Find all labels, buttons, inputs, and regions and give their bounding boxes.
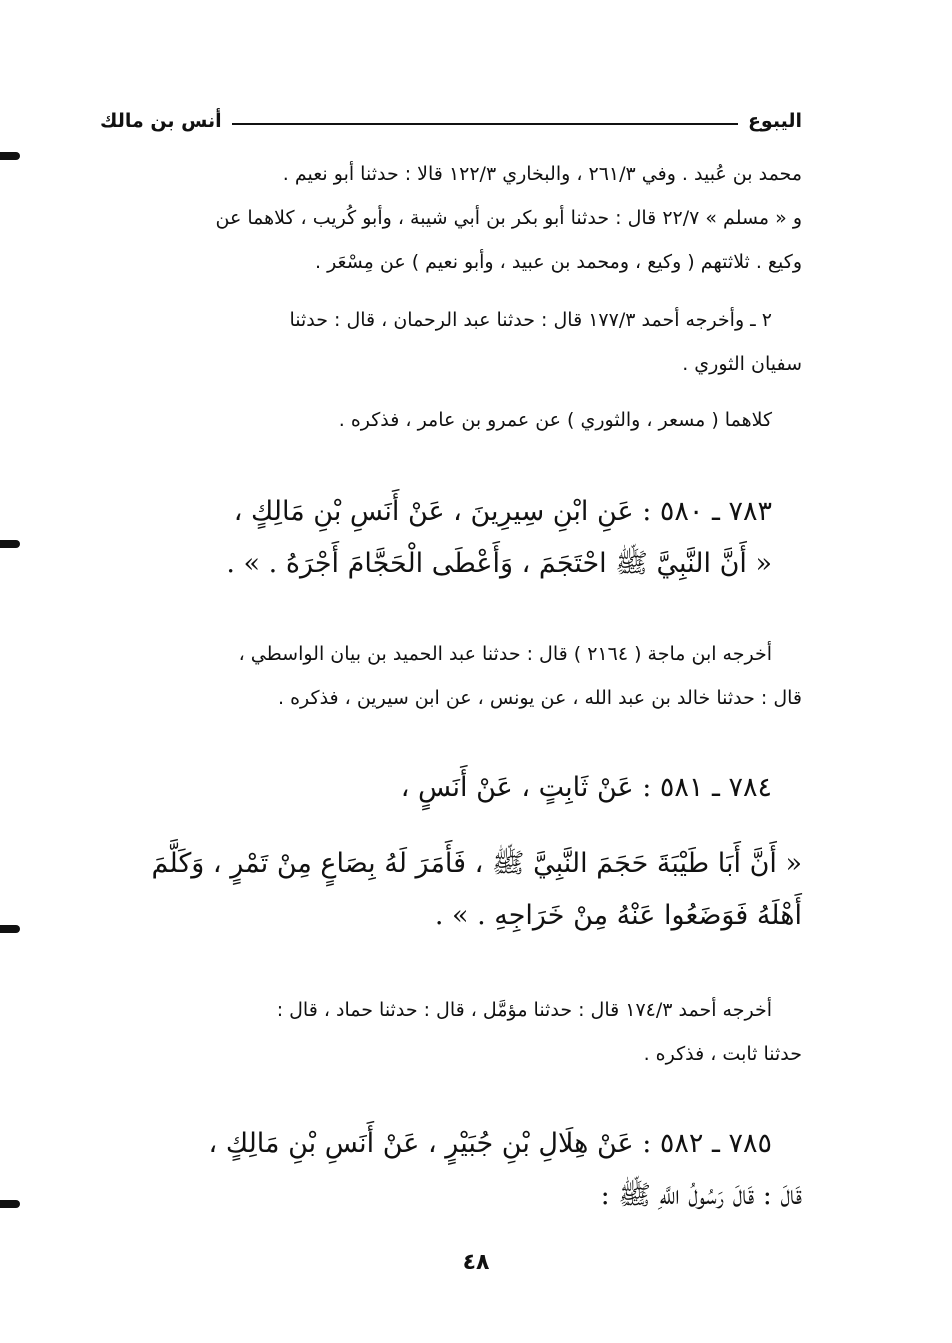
hadith-matn: قَالَ : قَالَ رَسُولُ اللَّهِ ﷺ : <box>600 1180 802 1211</box>
text-line: أخرجه أحمد ١٧٤/٣ قال : حدثنا مؤمَّل ، قال : حدثنا حماد ، قال : <box>276 999 772 1021</box>
hadith-isnad: ٧٨٥ ـ ٥٨٢ : عَنْ هِلَالِ بْنِ جُبَيْرٍ ، عَنْ أَنَسِ بْنِ مَالِكٍ ، <box>208 1128 772 1159</box>
paragraph-kilahuma <box>100 398 802 442</box>
paragraph-ahmad-177 <box>100 298 802 386</box>
hadith-matn: أَهْلَهُ فَوَضَعُوا عَنْهُ مِنْ خَرَاجِهِ . » . <box>434 900 802 931</box>
text-line: محمد بن عُبيد . وفي ٢٦١/٣ ، والبخاري ١٢٢/٣ قالا : حدثنا أبو نعيم . <box>282 163 802 185</box>
text-line: كلاهما ( مسعر ، والثوري ) عن عمرو بن عامر ، فذكره . <box>338 409 772 431</box>
hadith-matn: « أَنَّ النَّبِيَّ ﷺ احْتَجَمَ ، وَأَعْطَى الْحَجَّامَ أَجْرَهُ . » . <box>226 548 772 579</box>
scan-edge-mark <box>0 925 20 933</box>
scan-edge-mark <box>0 540 20 548</box>
page-number: ٤٨ <box>462 1250 490 1275</box>
text-line: سفيان الثوري . <box>682 353 802 375</box>
hadith-783 <box>100 486 802 590</box>
text-line: حدثنا ثابت ، فذكره . <box>643 1043 802 1065</box>
hadith-784-isnad <box>100 762 802 814</box>
scan-edge-mark <box>0 1200 20 1208</box>
hadith-matn: « أَنَّ أَبَا طَيْبَةَ حَجَمَ النَّبِيَّ ﷺ ، فَأَمَرَ لَهُ بِصَاعٍ مِنْ تَمْرٍ ، وَكَلَّمَ <box>151 848 802 879</box>
hadith-784-matn <box>100 838 802 942</box>
text-line: قال : حدثنا خالد بن عبد الله ، عن يونس ، عن ابن سيرين ، فذكره . <box>278 687 802 709</box>
paragraph-continuation <box>100 152 802 284</box>
text-line: ٢ ـ وأخرجه أحمد ١٧٧/٣ قال : حدثنا عبد الرحمان ، قال : حدثنا <box>289 309 772 331</box>
takhrij-784 <box>100 988 802 1076</box>
text-line: و « مسلم » ٢٢/٧ قال : حدثنا أبو بكر بن أبي شيبة ، وأبو كُريب ، كلاهما عن <box>215 207 802 229</box>
header-section-title: أنس بن مالك <box>100 110 222 132</box>
takhrij-783 <box>100 632 802 720</box>
header-chapter-title: اليبوع <box>747 110 802 132</box>
hadith-isnad: ٧٨٤ ـ ٥٨١ : عَنْ ثَابِتٍ ، عَنْ أَنَسٍ ، <box>400 772 772 803</box>
hadith-785 <box>100 1118 802 1222</box>
hadith-isnad: ٧٨٣ ـ ٥٨٠ : عَنِ ابْنِ سِيرِينَ ، عَنْ أَنَسِ بْنِ مَالِكٍ ، <box>233 496 772 527</box>
text-line: أخرجه ابن ماجة ( ٢١٦٤ ) قال : حدثنا عبد الحميد بن بيان الواسطي ، <box>238 643 772 665</box>
running-header <box>100 104 802 138</box>
text-line: وكيع . ثلاثتهم ( وكيع ، ومحمد بن عبيد ، وأبو نعيم ) عن مِسْعَر . <box>314 251 802 273</box>
header-rule <box>232 123 738 125</box>
scan-edge-mark <box>0 152 20 160</box>
